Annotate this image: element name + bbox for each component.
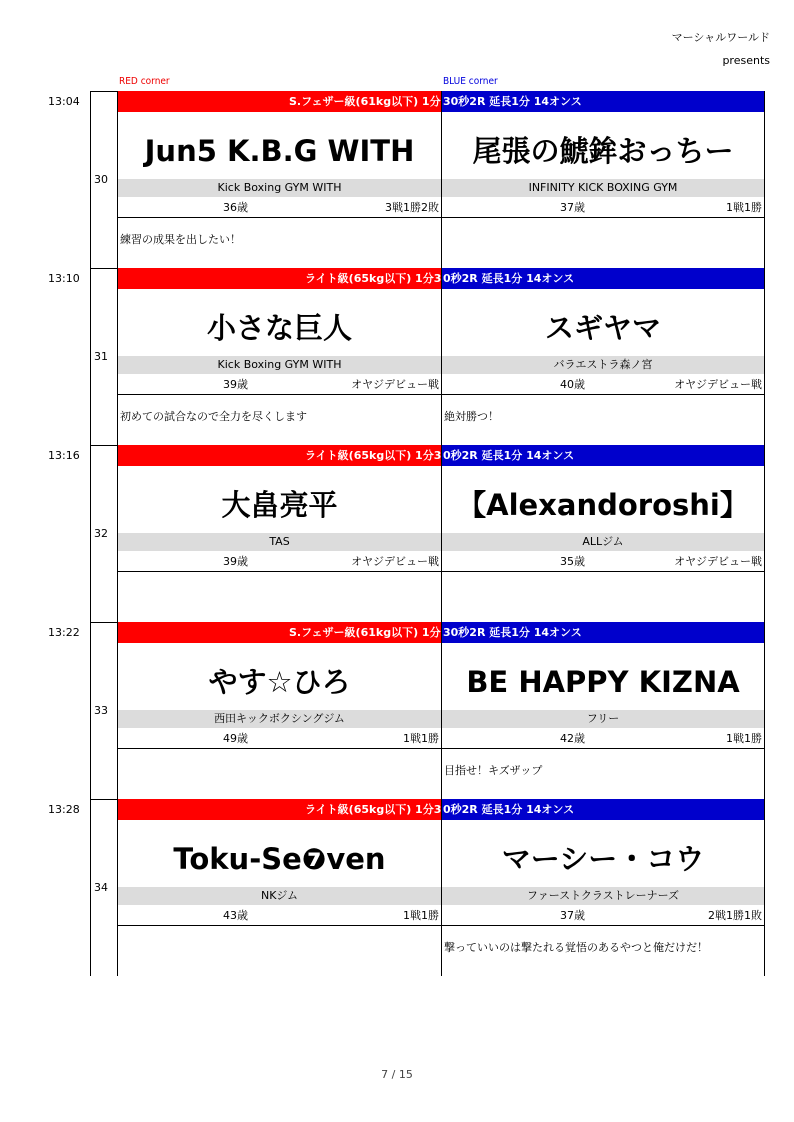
blue-fighter-name: スギヤマ: [544, 311, 661, 345]
blue-fighter-name: 【Alexandoroshi】: [457, 488, 749, 522]
red-gym-name: Kick Boxing GYM WITH: [118, 179, 441, 197]
rule-text-blue: 30秒2R 延長1分 14オンス: [443, 95, 582, 108]
blue-rule-bar: [442, 268, 764, 289]
red-record: オヤジデビュー戦: [351, 555, 439, 568]
blue-rule-bar: [442, 445, 764, 466]
blue-record: 1戦1勝: [726, 732, 762, 745]
blue-gym-name: フリー: [442, 710, 764, 728]
red-divider: [118, 925, 441, 926]
blue-age: 37歳: [560, 201, 585, 214]
page-number: 7 / 15: [381, 1068, 413, 1081]
bout-number: 30: [94, 173, 108, 186]
rule-text-red: ライト級(65kg以下) 1分3: [305, 449, 442, 462]
rule-text-red: ライト級(65kg以下) 1分3: [305, 272, 442, 285]
rule-text-blue: 0秒2R 延長1分 14オンス: [443, 449, 575, 462]
blue-gym-name: バラエストラ森ノ宮: [442, 356, 764, 374]
red-record: 3戦1勝2敗: [385, 201, 439, 214]
red-fighter-name: 大畠亮平: [221, 488, 338, 522]
red-age: 43歳: [223, 909, 248, 922]
blue-corner-cell: [441, 622, 765, 799]
blue-age: 35歳: [560, 555, 585, 568]
red-age: 49歳: [223, 732, 248, 745]
blue-age: 40歳: [560, 378, 585, 391]
red-fighter-name: 小さな巨人: [206, 311, 352, 345]
blue-record: 2戦1勝1敗: [708, 909, 762, 922]
red-divider: [118, 217, 441, 218]
blue-age: 42歳: [560, 732, 585, 745]
red-age: 39歳: [223, 555, 248, 568]
blue-record: オヤジデビュー戦: [674, 378, 762, 391]
bout-number: 34: [94, 881, 108, 894]
red-corner-cell: [117, 799, 441, 976]
blue-divider: [442, 394, 764, 395]
red-gym-name: 西田キックボクシングジム: [118, 710, 441, 728]
blue-corner-cell: [441, 445, 765, 622]
blue-divider: [442, 217, 764, 218]
bout-number: 33: [94, 704, 108, 717]
blue-fighter-name: 尾張の鯱鉾おっちー: [472, 134, 734, 168]
bout-block: [0, 268, 794, 445]
red-comment: 初めての試合なので全力を尽くします: [120, 410, 307, 423]
red-corner-cell: [117, 445, 441, 622]
red-age: 39歳: [223, 378, 248, 391]
red-rule-bar: [118, 622, 441, 643]
rule-text-blue: 30秒2R 延長1分 14オンス: [443, 626, 582, 639]
blue-divider: [442, 925, 764, 926]
bout-time: 13:04: [48, 95, 80, 108]
red-age: 36歳: [223, 201, 248, 214]
rule-text-red: S.フェザー級(61kg以下) 1分: [289, 626, 441, 639]
red-divider: [118, 394, 441, 395]
red-rule-bar: [118, 91, 441, 112]
red-record: 1戦1勝: [403, 732, 439, 745]
blue-rule-bar: [442, 91, 764, 112]
red-corner-cell: [117, 622, 441, 799]
bout-number: 32: [94, 527, 108, 540]
blue-fighter-name: マーシー・コウ: [501, 842, 705, 876]
red-comment: 練習の成果を出したい！: [120, 233, 241, 246]
bout-block: [0, 91, 794, 268]
bout-time: 13:10: [48, 272, 80, 285]
red-fighter-name: Toku-Se❼ven: [173, 842, 386, 876]
rule-text-red: ライト級(65kg以下) 1分3: [305, 803, 442, 816]
blue-gym-name: INFINITY KICK BOXING GYM: [442, 179, 764, 197]
bout-time: 13:16: [48, 449, 80, 462]
bout-block: [0, 799, 794, 976]
blue-record: オヤジデビュー戦: [674, 555, 762, 568]
red-divider: [118, 748, 441, 749]
red-fighter-name: Jun5 K.B.G WITH: [144, 134, 415, 168]
blue-gym-name: ALLジム: [442, 533, 764, 551]
blue-age: 37歳: [560, 909, 585, 922]
bout-block: [0, 445, 794, 622]
rule-text-blue: 0秒2R 延長1分 14オンス: [443, 272, 575, 285]
organizer-name: マーシャルワールド: [671, 31, 770, 44]
blue-comment: 絶対勝つ！: [444, 410, 499, 423]
bout-time: 13:22: [48, 626, 80, 639]
red-corner-cell: [117, 91, 441, 268]
blue-corner-cell: [441, 91, 765, 268]
bout-time: 13:28: [48, 803, 80, 816]
blue-comment: 目指せ！キズザップ: [444, 764, 543, 777]
red-divider: [118, 571, 441, 572]
bout-list: [0, 91, 794, 976]
blue-gym-name: ファーストクラストレーナーズ: [442, 887, 764, 905]
red-gym-name: Kick Boxing GYM WITH: [118, 356, 441, 374]
blue-divider: [442, 571, 764, 572]
blue-rule-bar: [442, 799, 764, 820]
blue-comment: 撃っていいのは撃たれる覚悟のあるやつと俺だけだ！: [444, 941, 708, 954]
blue-record: 1戦1勝: [726, 201, 762, 214]
red-rule-bar: [118, 268, 441, 289]
red-record: 1戦1勝: [403, 909, 439, 922]
blue-rule-bar: [442, 622, 764, 643]
rule-text-red: S.フェザー級(61kg以下) 1分: [289, 95, 441, 108]
red-gym-name: NKジム: [118, 887, 441, 905]
blue-divider: [442, 748, 764, 749]
blue-corner-label: BLUE corner: [443, 76, 498, 87]
red-fighter-name: やす☆ひろ: [208, 665, 351, 699]
blue-corner-cell: [441, 268, 765, 445]
red-corner-cell: [117, 268, 441, 445]
red-rule-bar: [118, 799, 441, 820]
rule-text-blue: 0秒2R 延長1分 14オンス: [443, 803, 575, 816]
red-corner-label: RED corner: [119, 76, 170, 87]
blue-corner-cell: [441, 799, 765, 976]
red-rule-bar: [118, 445, 441, 466]
bout-number: 31: [94, 350, 108, 363]
blue-fighter-name: BE HAPPY KIZNA: [466, 665, 740, 699]
red-gym-name: TAS: [118, 533, 441, 551]
red-record: オヤジデビュー戦: [351, 378, 439, 391]
presents-label: presents: [722, 54, 770, 67]
bout-block: [0, 622, 794, 799]
